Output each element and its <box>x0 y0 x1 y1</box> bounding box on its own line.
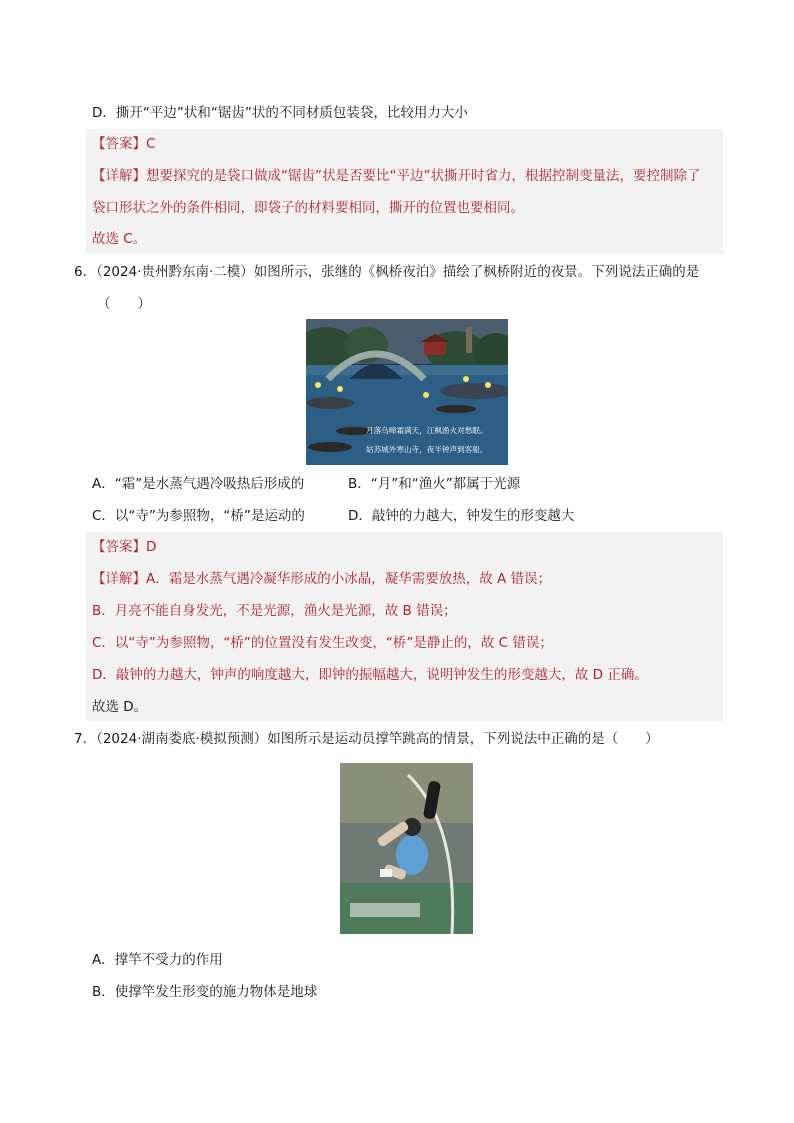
q5-answer-block <box>86 129 723 254</box>
q6-answer-value: D <box>146 539 157 555</box>
q6-option-d: D．敲钟的力越大，钟发生的形变越大 <box>348 508 575 524</box>
q5-answer <box>92 134 155 154</box>
q5-conclusion: 故选 C。 <box>92 231 147 247</box>
q6-option-b: B．“月”和“渔火”都属于光源 <box>348 476 521 492</box>
q6-detail-d: D．敲钟的力越大，钟声的响度越大，即钟的振幅越大，说明钟发生的形变越大，故 D 正确。 <box>92 667 648 683</box>
q7-option-a: A．撑竿不受力的作用 <box>92 952 223 968</box>
night-scene-illustration <box>306 319 508 465</box>
q5-option-d: D．撕开“平边”状和“锯齿”状的不同材质包装袋，比较用力大小 <box>92 105 468 121</box>
q5-answer-label: 【答案】 <box>92 136 146 152</box>
q6-detail-b: B．月亮不能自身发光，不是光源，渔火是光源，故 B 错误； <box>92 603 457 619</box>
poem-line-1: 月落乌啼霜满天，江枫渔火对愁眠。 <box>366 426 488 435</box>
q6-detail-a-text: A．霜是水蒸气遇冷凝华形成的小冰晶，凝华需要放热，故 A 错误； <box>146 571 552 587</box>
q6-stem-line1: 6．（2024·贵州黔东南·二模）如图所示，张继的《枫桥夜泊》描绘了枫桥附近的夜景。下列说法正确的是 <box>74 264 700 280</box>
q7-option-b: B．使撑竿发生形变的施力物体是地球 <box>92 984 318 1000</box>
q7-stem: 7．（2024·湖南娄底·模拟预测）如图所示是运动员撑竿跳高的情景，下列说法中正确的是（ ） <box>74 731 659 747</box>
q5-detail-text1: 想要探究的是袋口做成“锯齿”状是否要比“平边”状撕开时省力，根据控制变量法，要控制除了 <box>146 168 701 184</box>
q5-detail-label: 【详解】 <box>92 168 146 184</box>
q6-answer <box>92 537 156 557</box>
q7-pole-vault-image <box>340 763 473 934</box>
q6-answer-block <box>86 532 723 721</box>
pole-vault-photo <box>340 763 473 934</box>
q6-option-c: C．以“寺”为参照物，“桥”是运动的 <box>92 508 305 524</box>
q6-stem-line2: （ ） <box>97 296 151 312</box>
q5-detail-line1 <box>92 166 700 186</box>
q5-detail-line2: 袋口形状之外的条件相同，即袋子的材料要相同，撕开的位置也要相同。 <box>92 200 524 216</box>
q6-answer-label: 【答案】 <box>92 539 146 555</box>
poem-line-2: 姑苏城外寒山寺，夜半钟声到客船。 <box>366 445 488 454</box>
q6-conclusion: 故选 D。 <box>92 699 148 715</box>
q5-answer-value: C <box>146 136 156 152</box>
q6-detail-c: C．以“寺”为参照物，“桥”的位置没有发生改变，“桥”是静止的，故 C 错误； <box>92 635 553 651</box>
q6-detail-label: 【详解】 <box>92 571 146 587</box>
q6-detail-a <box>92 569 551 589</box>
q6-option-a: A．“霜”是水蒸气遇冷吸热后形成的 <box>92 476 305 492</box>
q6-night-scene-image <box>306 319 508 465</box>
